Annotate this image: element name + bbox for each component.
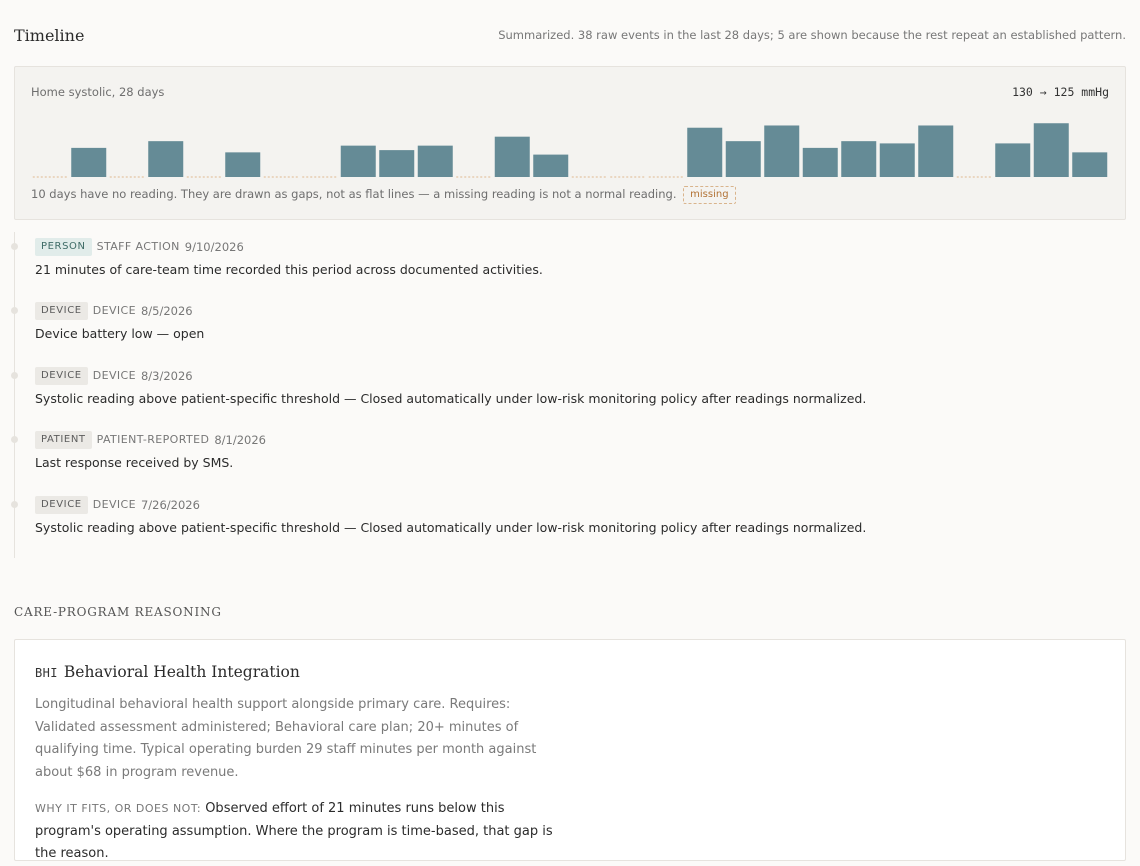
event-meta: [35, 300, 193, 318]
event-tag: PATIENT: [35, 431, 92, 449]
systolic-chart-card: [14, 66, 1126, 220]
program-code: BHI: [35, 666, 58, 680]
event-tag: DEVICE: [35, 367, 88, 385]
reading-bar: [918, 125, 953, 177]
reading-bar: [225, 152, 260, 177]
reading-bar: [1034, 123, 1069, 177]
event-item[interactable]: [15, 490, 1115, 550]
reading-bar: [995, 143, 1030, 177]
event-list: [14, 232, 1127, 558]
event-source: DEVICE: [92, 304, 136, 317]
event-item[interactable]: [15, 425, 1115, 485]
event-text: 21 minutes of care-team time recorded this period across documented activities.: [35, 262, 543, 277]
program-fit-reason: [35, 798, 565, 866]
reading-bar: [1072, 152, 1107, 177]
timeline-header: [14, 22, 1126, 50]
reading-bar: [341, 146, 376, 177]
chart-missing-note: [31, 186, 736, 204]
event-source: PATIENT-REPORTED: [96, 433, 210, 446]
timeline-dot: [11, 307, 18, 314]
event-text: Last response received by SMS.: [35, 455, 234, 470]
reading-bar: [687, 128, 722, 177]
timeline-dot: [11, 243, 18, 250]
event-date: 9/10/2026: [184, 239, 244, 254]
timeline-title: Timeline: [14, 26, 85, 45]
program-card-bhi: [14, 639, 1126, 861]
reading-bar: [418, 146, 453, 177]
event-item[interactable]: [15, 361, 1115, 421]
timeline-dot: [11, 501, 18, 508]
event-tag: PERSON: [35, 238, 92, 256]
timeline-dot: [11, 436, 18, 443]
program-description: Longitudinal behavioral health support alongside primary care. Requires: Validated assessment administered; Behavioral care plan; 20+ minutes of qualifying time. Typical operating burden 29 staff minutes per month against about $68 in program revenue.: [35, 697, 537, 780]
reading-bar: [379, 150, 414, 177]
event-source: DEVICE: [92, 369, 136, 382]
timeline-summary: Summarized. 38 raw events in the last 28 days; 5 are shown because the rest repeat an established pattern.: [498, 28, 1126, 42]
event-tag: DEVICE: [35, 302, 88, 320]
chart-title: Home systolic, 28 days: [31, 85, 165, 99]
event-meta: [35, 236, 244, 254]
event-date: 8/3/2026: [140, 368, 193, 383]
event-meta: [35, 494, 200, 512]
event-meta: [35, 429, 266, 447]
chart-range: 130 → 125 mmHg: [1012, 85, 1109, 99]
event-date: 8/1/2026: [214, 432, 266, 447]
event-date: 8/5/2026: [140, 303, 193, 318]
event-text: Systolic reading above patient-specific threshold — Closed automatically under low-risk monitoring policy after readings normalized.: [35, 520, 867, 535]
event-source: STAFF ACTION: [96, 240, 180, 253]
timeline-dot: [11, 372, 18, 379]
systolic-bar-chart: [31, 119, 1109, 179]
reading-bar: [841, 141, 876, 177]
reading-bar: [495, 137, 530, 177]
chart-note-text: 10 days have no reading. They are drawn as gaps, not as flat lines — a missing reading is not a normal reading.: [31, 187, 677, 201]
event-item[interactable]: [15, 296, 1115, 356]
event-source: DEVICE: [92, 498, 136, 511]
why-text: Observed effort of 21 minutes runs below this program's operating assumption. Where the program is time-based, that gap is the reason.: [35, 801, 553, 861]
event-tag: DEVICE: [35, 496, 88, 514]
reading-bar: [71, 148, 106, 177]
program-name: Behavioral Health Integration: [63, 663, 300, 681]
section-title-care-program: CARE-PROGRAM REASONING: [14, 605, 222, 619]
event-item[interactable]: [15, 232, 1115, 292]
event-meta: [35, 365, 193, 383]
why-label: WHY IT FITS, OR DOES NOT:: [35, 802, 202, 815]
event-text: Device battery low — open: [35, 326, 205, 341]
reading-bar: [803, 148, 838, 177]
reading-bar: [880, 143, 915, 177]
event-text: Systolic reading above patient-specific threshold — Closed automatically under low-risk monitoring policy after readings normalized.: [35, 391, 867, 406]
reading-bar: [764, 125, 799, 177]
reading-bar: [533, 155, 568, 177]
reading-bar: [726, 141, 761, 177]
program-header: [35, 662, 300, 681]
missing-badge: missing: [683, 186, 735, 204]
event-date: 7/26/2026: [140, 497, 200, 512]
reading-bar: [148, 141, 183, 177]
